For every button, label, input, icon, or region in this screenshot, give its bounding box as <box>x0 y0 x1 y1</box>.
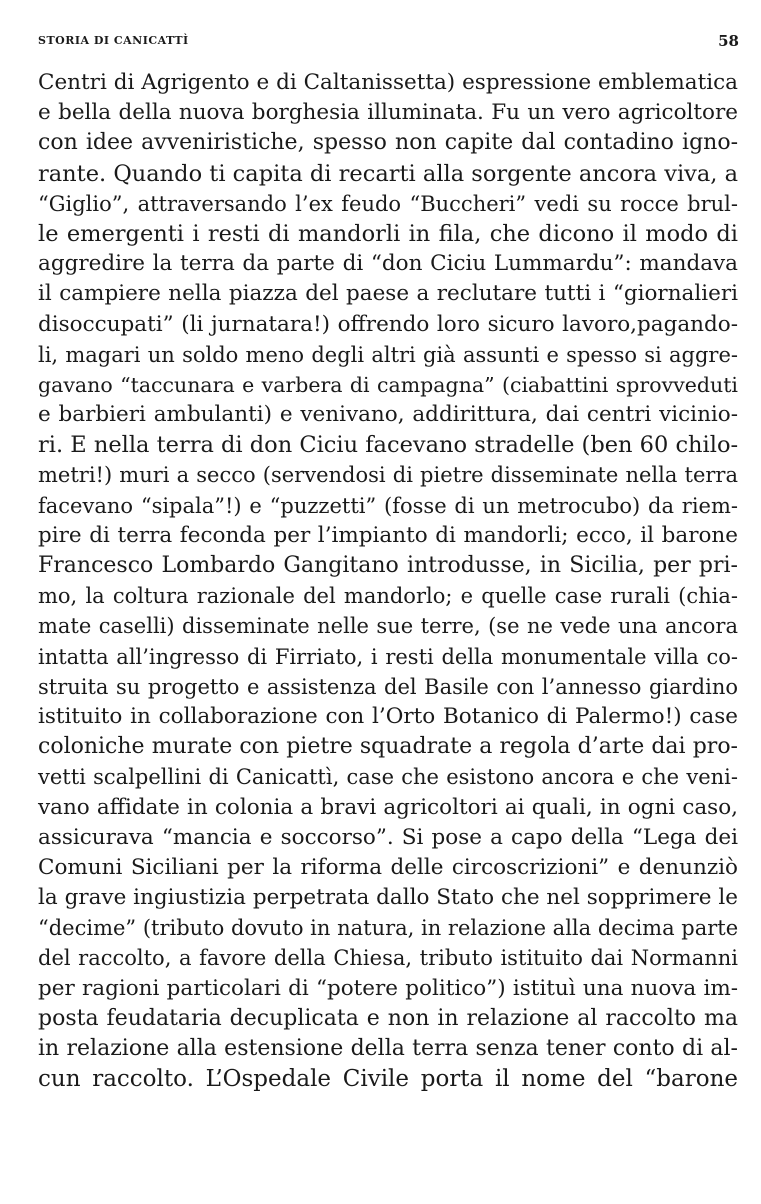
text-line: del raccolto, a favore della Chiesa, tributo istituito dai Normanni <box>38 946 738 971</box>
text-line: “decime” (tributo dovuto in natura, in relazione alla decima parte <box>38 916 739 941</box>
text-line: rante. Quando ti capita di recarti alla sorgente ancora viva, a <box>38 160 738 187</box>
text-line: per ragioni particolari di “potere politico”) istituì una nuova im- <box>38 975 738 1001</box>
text-line: e bella della nuova borghesia illuminata. Fu un vero agricoltore <box>38 100 738 126</box>
text-line: vano affidate in colonia a bravi agricoltori ai quali, in ogni caso, <box>38 794 738 820</box>
text-line: mate caselli) disseminate nelle sue terre, (se ne vede una ancora <box>38 614 738 639</box>
text-line: aggredire la terra da parte di “don Ciciu Lummardu”: mandava <box>38 251 738 277</box>
text-line: assicurava “mancia e soccorso”. Si pose a capo della “Lega dei <box>38 824 738 850</box>
body-text <box>38 68 738 1094</box>
text-line: struita su progetto e assistenza del Basile con l’annesso giardino <box>38 674 738 699</box>
text-line: disoccupati” (li jurnatara!) offrendo loro sicuro lavoro,pagando- <box>38 311 738 337</box>
text-line: le emergenti i resti di mandorli in fila, che dicono il modo di <box>38 220 738 247</box>
text-line: posta feudataria decuplicata e non in relazione al raccolto ma <box>38 1005 738 1031</box>
text-line: Comuni Siciliani per la riforma delle circoscrizioni” e denunziò <box>38 854 738 880</box>
text-line: coloniche murate con pietre squadrate a regola d’arte dai pro- <box>38 734 738 760</box>
text-line: Centri di Agrigento e di Caltanissetta) espressione emblematica <box>38 70 738 95</box>
text-line: intatta all’ingresso di Firriato, i resti della monumentale villa co- <box>38 644 738 669</box>
text-line: “Giglio”, attraversando l’ex feudo “Buccheri” vedi su rocce brul- <box>38 191 738 216</box>
text-line: li, magari un soldo meno degli altri già assunti e spesso si aggre- <box>38 342 738 367</box>
text-line: cun raccolto. L’Ospedale Civile porta il nome del “barone <box>38 1066 738 1093</box>
text-line: in relazione alla estensione della terra senza tener conto di al- <box>38 1036 738 1061</box>
text-line: pire di terra feconda per l’impianto di mandorli; ecco, il barone <box>38 522 738 548</box>
text-line: metri!) muri a secco (servendosi di pietre disseminate nella terra <box>38 463 738 488</box>
text-line: istituito in collaborazione con l’Orto Botanico di Palermo!) case <box>38 703 738 729</box>
text-line: il campiere nella piazza del paese a reclutare tutti i “giornalieri <box>38 281 738 307</box>
text-line: Francesco Lombardo Gangitano introdusse, in Sicilia, per pri- <box>38 553 738 578</box>
page-number: 58 <box>718 32 739 50</box>
text-line: facevano “sipala”!) e “puzzetti” (fosse di un metrocubo) da riem- <box>38 493 738 518</box>
text-line: con idee avveniristiche, spesso non capite dal contadino igno- <box>38 130 738 156</box>
text-line: ri. E nella terra di don Ciciu facevano stradelle (ben 60 chilo- <box>38 432 739 459</box>
running-title: STORIA DI CANICATTÌ <box>38 34 189 47</box>
page-header <box>38 30 739 54</box>
text-line: gavano “taccunara e varbera di campagna” (ciabattini sprovveduti <box>38 372 738 397</box>
text-line: la grave ingiustizia perpetrata dallo Stato che nel sopprimere le <box>38 885 738 911</box>
text-line: mo, la coltura razionale del mandorlo; e quelle case rurali (chia- <box>38 584 738 609</box>
text-line: vetti scalpellini di Canicattì, case che esistono ancora e che veni- <box>38 765 738 790</box>
text-line: e barbieri ambulanti) e venivano, addirittura, dai centri vicinio- <box>38 402 738 428</box>
